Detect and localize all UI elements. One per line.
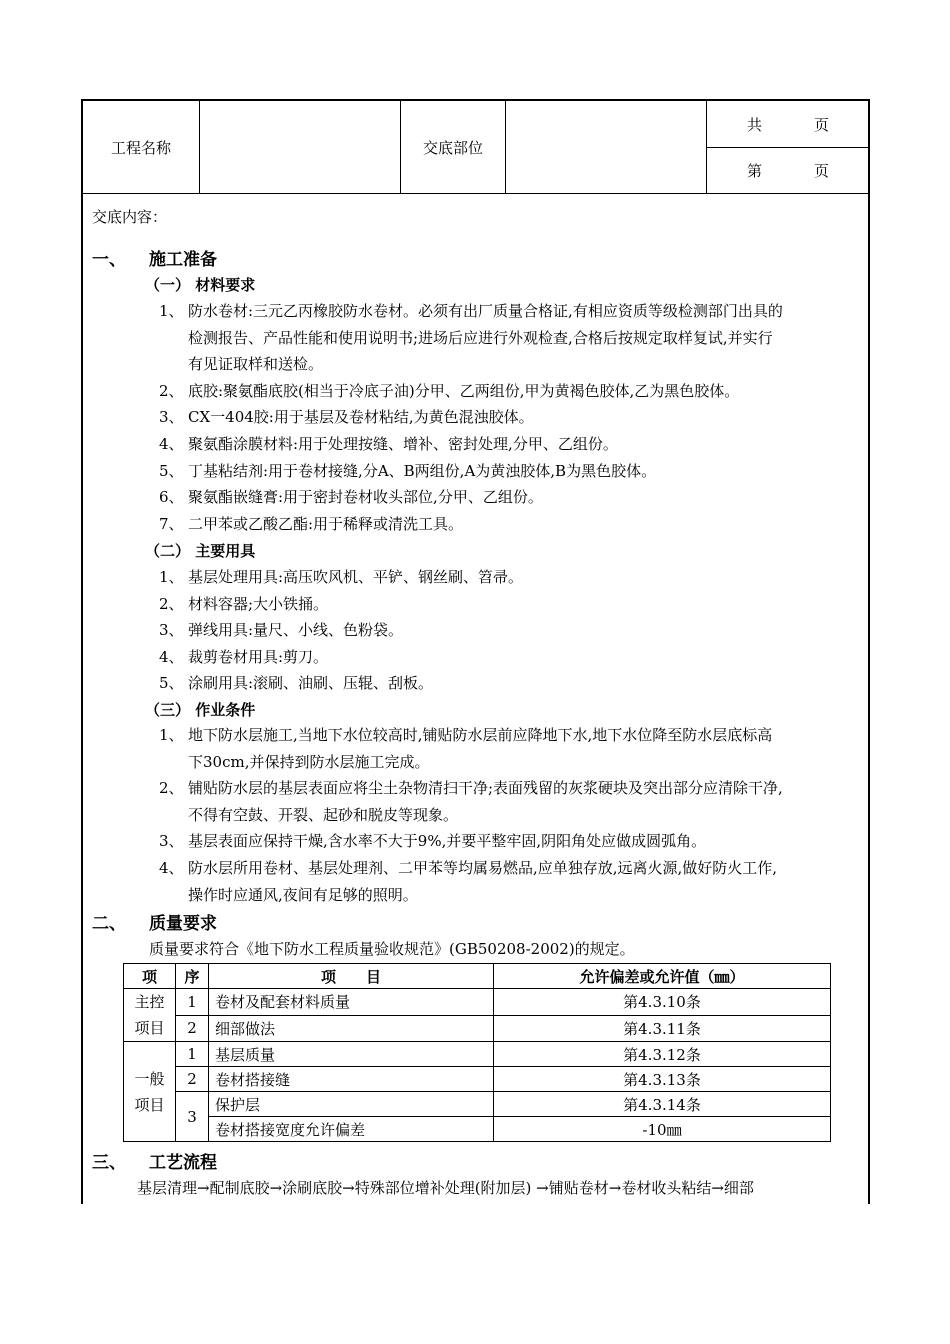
location-label: 交底部位 — [401, 101, 506, 193]
header-tolerance: 允许偏差或允许值（㎜） — [494, 964, 831, 989]
table-row — [124, 989, 831, 1016]
total-pages-prefix: 共 — [747, 115, 763, 134]
group-main-line-1: 主控 — [134, 993, 165, 1011]
list-item-number: 2、 — [159, 381, 184, 400]
list-item-text: 检测报告、产品性能和使用说明书;进场后应进行外观检查,合格后按规定取样复试,并实行 — [188, 328, 773, 347]
document-frame — [81, 99, 870, 1204]
table-row — [124, 1042, 831, 1067]
subsection-materials-title: （一） 材料要求 — [145, 276, 256, 294]
list-item-number: 3、 — [159, 832, 184, 851]
header-item: 项 目 — [209, 964, 494, 989]
row-seq: 1 — [176, 1042, 209, 1067]
header-seq: 序 — [176, 964, 209, 989]
page-number-prefix: 第 — [747, 161, 763, 180]
table-row — [124, 1117, 831, 1142]
list-item-text: 底胶:聚氨酯底胶(相当于冷底子油)分甲、乙两组份,甲为黄褐色胶体,乙为黑色胶体。 — [188, 381, 740, 400]
section-2-title: 质量要求 — [149, 914, 217, 934]
section-1-number: 一、 — [92, 250, 126, 270]
table-header-row — [124, 964, 831, 989]
row-item: 基层质量 — [209, 1042, 494, 1067]
list-item-number: 2、 — [159, 779, 184, 798]
row-seq: 1 — [176, 989, 209, 1016]
project-name-label: 工程名称 — [83, 101, 200, 193]
list-item-text: 有见证取样和送检。 — [188, 355, 324, 374]
row-item: 细部做法 — [209, 1015, 494, 1042]
list-item-text: 二甲苯或乙酸乙酯:用于稀释或清洗工具。 — [188, 514, 464, 533]
list-item-text: 下30cm,并保持到防水层施工完成。 — [188, 752, 430, 771]
process-flow-line: 基层清理→配制底胶→涂刷底胶→特殊部位增补处理(附加层) →铺贴卷材→卷材收头粘结→细部 — [137, 1179, 754, 1197]
page-number-suffix: 页 — [814, 161, 830, 180]
group-main-line-2: 项目 — [134, 1019, 165, 1037]
list-item-number: 7、 — [159, 514, 184, 533]
table-row — [124, 1092, 831, 1117]
list-item-number: 4、 — [159, 435, 184, 453]
list-item-number: 1、 — [159, 568, 184, 586]
list-item-text: 涂刷用具:滚刷、油刷、压辊、刮板。 — [188, 674, 434, 693]
list-item-text: 地下防水层施工,当地下水位较高时,铺贴防水层前应降地下水,地下水位降至防水层底标高 — [188, 726, 773, 744]
subsection-tools-title: （二） 主要用具 — [145, 542, 256, 560]
list-item-number: 3、 — [159, 621, 184, 640]
total-pages-cell — [707, 101, 868, 148]
list-item-number: 5、 — [159, 461, 184, 480]
section-3-number: 三、 — [92, 1153, 126, 1173]
list-item-number: 1、 — [159, 726, 184, 744]
row-value: 第4.3.13条 — [494, 1067, 831, 1092]
location-value — [506, 101, 707, 193]
section-1-title: 施工准备 — [149, 250, 217, 270]
content-label: 交底内容： — [92, 208, 168, 226]
list-item-number: 4、 — [159, 859, 184, 877]
group-general — [124, 1042, 176, 1142]
row-item: 卷材及配套材料质量 — [209, 989, 494, 1016]
list-item-text: 铺贴防水层的基层表面应将尘土杂物清扫干净;表面残留的灰浆硬块及突出部分应清除干净, — [188, 779, 783, 798]
row-seq: 2 — [176, 1015, 209, 1042]
row-seq: 3 — [176, 1092, 209, 1142]
project-name-value — [200, 101, 401, 193]
row-item: 保护层 — [209, 1092, 494, 1117]
total-pages-suffix: 页 — [814, 115, 830, 134]
header-table — [83, 101, 868, 194]
list-item-number: 5、 — [159, 674, 184, 693]
list-item-text: 不得有空鼓、开裂、起砂和脱皮等现象。 — [188, 805, 459, 824]
list-item-text: 防水卷材:三元乙丙橡胶防水卷材。必须有出厂质量合格证,有相应资质等级检测部门出具的 — [188, 302, 783, 320]
list-item-text: 基层表面应保持干燥,含水率不大于9%,并要平整牢固,阴阳角处应做成圆弧角。 — [188, 832, 707, 851]
section-2-number: 二、 — [92, 914, 126, 934]
list-item-number: 6、 — [159, 488, 184, 507]
row-value: 第4.3.14条 — [494, 1092, 831, 1117]
list-item-text: 聚氨酯嵌缝膏:用于密封卷材收头部位,分甲、乙组份。 — [188, 488, 543, 507]
section-3-title: 工艺流程 — [149, 1153, 217, 1173]
list-item-number: 1、 — [159, 302, 184, 320]
row-value: 第4.3.10条 — [494, 989, 831, 1016]
row-value: -10㎜ — [494, 1117, 831, 1142]
header-category: 项 — [124, 964, 176, 989]
group-main-control — [124, 989, 176, 1042]
list-item-number: 2、 — [159, 594, 184, 613]
list-item-text: 防水层所用卷材、基层处理剂、二甲苯等均属易燃品,应单独存放,远离火源,做好防火工作, — [188, 859, 778, 877]
list-item-text: 弹线用具:量尺、小线、色粉袋。 — [188, 621, 404, 640]
list-item-text: 材料容器;大小铁捅。 — [188, 594, 329, 613]
quality-intro: 质量要求符合《地下防水工程质量验收规范》(GB50208-2002)的规定。 — [149, 940, 635, 958]
list-item-text: 基层处理用具:高压吹风机、平铲、钢丝刷、笤帚。 — [188, 568, 524, 586]
row-value: 第4.3.12条 — [494, 1042, 831, 1067]
quality-table — [123, 963, 831, 1142]
list-item-number: 4、 — [159, 647, 184, 666]
table-row — [124, 1067, 831, 1092]
subsection-conditions-title: （三） 作业条件 — [145, 701, 256, 719]
list-item-text: 丁基粘结剂:用于卷材接缝,分A、B两组份,A为黄浊胶体,B为黑色胶体。 — [188, 461, 657, 480]
row-value: 第4.3.11条 — [494, 1015, 831, 1042]
table-row — [124, 1015, 831, 1042]
group-general-line-1: 一般 — [134, 1069, 165, 1088]
row-item: 卷材搭接宽度允许偏差 — [209, 1117, 494, 1142]
list-item-text: 裁剪卷材用具:剪刀。 — [188, 647, 329, 666]
list-item-text: 聚氨酯涂膜材料:用于处理按缝、增补、密封处理,分甲、乙组份。 — [188, 435, 618, 453]
list-item-text: 操作时应通风,夜间有足够的照明。 — [188, 885, 418, 904]
group-general-line-2: 项目 — [134, 1095, 165, 1114]
page-number-cell — [707, 147, 868, 193]
list-item-text: CX一404胶:用于基层及卷材粘结,为黄色混浊胶体。 — [188, 408, 534, 427]
row-item: 卷材搭接缝 — [209, 1067, 494, 1092]
list-item-number: 3、 — [159, 408, 184, 427]
row-seq: 2 — [176, 1067, 209, 1092]
